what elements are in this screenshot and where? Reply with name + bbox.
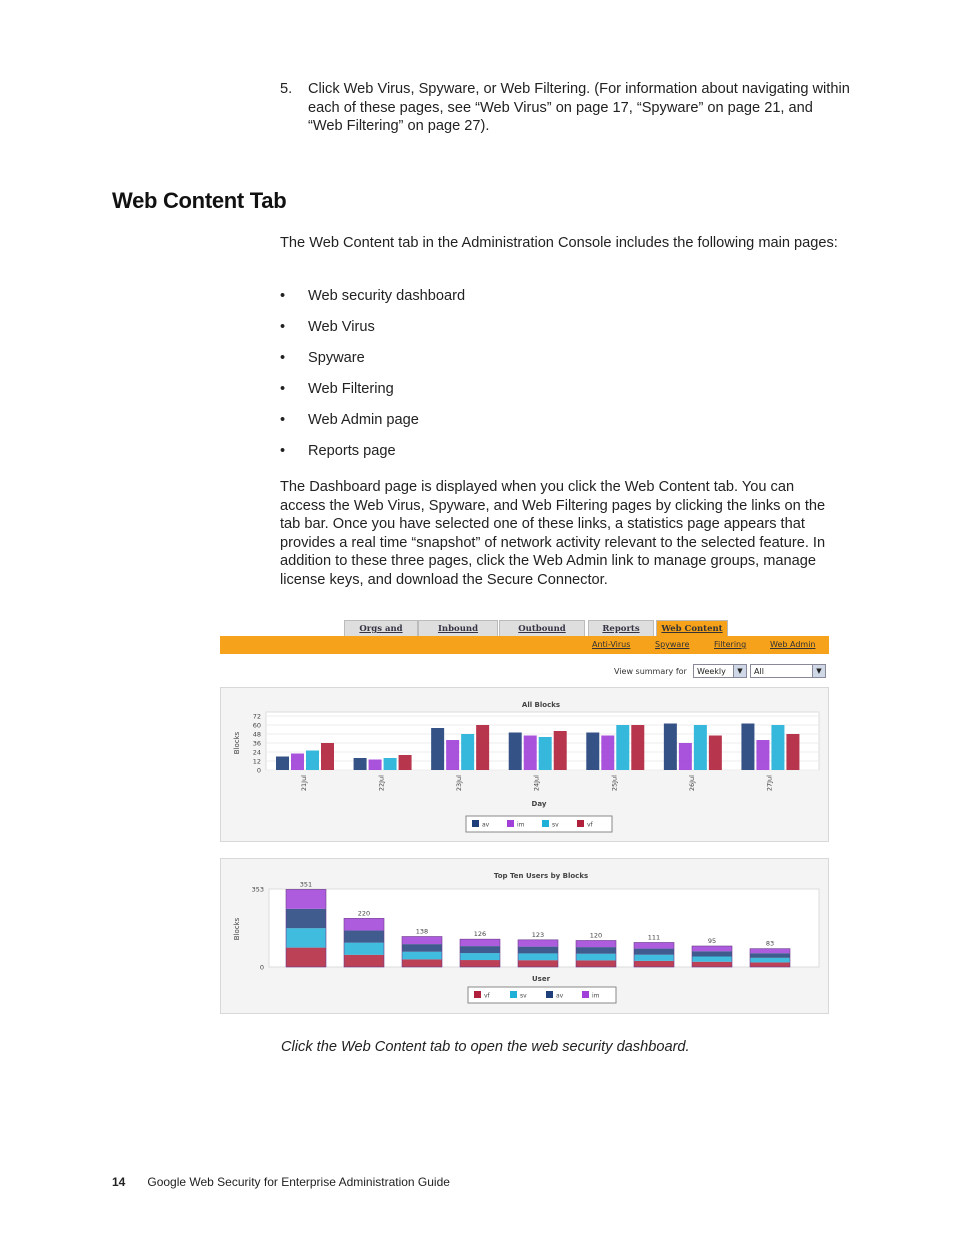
legend-swatch-av <box>546 991 553 998</box>
bar-im <box>524 736 537 771</box>
x-tick-label: 22Jul <box>377 775 386 792</box>
bar-vf <box>554 731 567 770</box>
legend-swatch-sv <box>510 991 517 998</box>
bar-im <box>446 740 459 770</box>
tab-web-content[interactable]: Web Content <box>656 620 728 637</box>
bar-segment-vf <box>344 955 384 967</box>
top-users-panel <box>220 858 829 1014</box>
x-axis-label: Day <box>531 800 547 808</box>
subnav-link-web-admin[interactable]: Web Admin <box>770 640 816 649</box>
legend-swatch-vf <box>577 820 584 827</box>
y-tick-label: 24 <box>252 748 261 757</box>
bar-sv <box>771 725 784 770</box>
bullet-text: Web Virus <box>308 319 375 335</box>
bar-im <box>756 740 769 770</box>
bar-segment-im <box>460 939 500 946</box>
bar-im <box>601 736 614 771</box>
bar-segment-av <box>286 909 326 928</box>
legend-swatch-im <box>582 991 589 998</box>
period-select[interactable] <box>693 664 747 678</box>
bar-segment-sv <box>460 953 500 960</box>
bar-segment-sv <box>518 953 558 960</box>
x-tick-label: 24Jul <box>532 775 541 792</box>
bar-vf <box>786 734 799 770</box>
page-number: 14 <box>112 1175 126 1189</box>
bullet-text: Reports page <box>308 443 396 459</box>
document-title: Google Web Security for Enterprise Administration Guide <box>147 1175 450 1189</box>
bar-vf <box>709 736 722 771</box>
bar-segment-av <box>344 931 384 943</box>
legend-label: sv <box>520 992 527 1000</box>
legend-label: vf <box>587 821 593 829</box>
page-footer <box>112 1175 450 1189</box>
bar-segment-vf <box>460 960 500 967</box>
chevron-down-icon[interactable]: ▼ <box>733 665 746 677</box>
data-label: 83 <box>765 939 775 948</box>
bullet-marker: • <box>280 381 286 397</box>
tab-outbound-servers[interactable]: Outbound <box>499 620 585 637</box>
data-label: 138 <box>415 927 429 936</box>
chevron-down-icon[interactable]: ▼ <box>812 665 825 677</box>
bar-segment-av <box>402 944 442 952</box>
bar-segment-sv <box>402 952 442 960</box>
y-tick-label: 12 <box>252 757 261 766</box>
bullet-marker: • <box>280 319 286 335</box>
tab-reports[interactable]: Reports <box>588 620 654 637</box>
intro-paragraph: The Web Content tab in the Administration Console includes the following main pages: <box>280 235 838 251</box>
bar-sv <box>306 751 319 771</box>
x-tick-label: 26Jul <box>687 775 696 792</box>
subnav-link-spyware[interactable]: Spyware <box>655 640 690 649</box>
bar-av <box>741 724 754 771</box>
x-tick-label: 25Jul <box>610 775 619 792</box>
bar-segment-sv <box>286 928 326 947</box>
x-tick-label: 21Jul <box>300 775 308 792</box>
tab-orgs-and-users[interactable]: Orgs and <box>344 620 418 637</box>
bar-segment-av <box>576 947 616 954</box>
tab-inbound-servers[interactable]: Inbound <box>418 620 498 637</box>
legend-label: im <box>517 821 525 829</box>
view-summary-label: View summary for <box>614 667 687 676</box>
bar-av <box>276 757 289 771</box>
legend <box>466 816 612 832</box>
bar-segment-av <box>692 951 732 956</box>
bar-vf <box>399 755 412 770</box>
data-label: 111 <box>647 933 661 942</box>
legend-label: av <box>482 821 490 829</box>
bar-segment-vf <box>286 948 326 967</box>
data-label: 120 <box>589 931 603 940</box>
bar-segment-vf <box>634 961 674 967</box>
data-label: 95 <box>707 937 717 946</box>
bar-segment-vf <box>692 962 732 967</box>
bar-vf <box>631 725 644 770</box>
bar-segment-sv <box>344 943 384 955</box>
y-axis-label: Blocks <box>233 731 241 755</box>
bar-av <box>354 758 367 770</box>
bar-segment-vf <box>576 960 616 967</box>
bar-segment-av <box>460 946 500 953</box>
y-axis-label: Blocks <box>233 917 241 941</box>
bar-segment-im <box>634 942 674 948</box>
bar-av <box>664 724 677 771</box>
data-label: 351 <box>299 880 313 889</box>
bar-segment-im <box>692 946 732 951</box>
x-tick-label: 23Jul <box>455 775 464 792</box>
data-label: 220 <box>357 909 371 918</box>
bar-sv <box>616 725 629 770</box>
y-tick-label: 0 <box>259 963 264 972</box>
x-axis-label: User <box>531 975 551 983</box>
bar-sv <box>539 737 552 770</box>
bar-segment-im <box>576 940 616 947</box>
bar-segment-sv <box>576 954 616 961</box>
period-select-value: Weekly <box>697 667 726 676</box>
bar-segment-sv <box>750 958 790 963</box>
data-label: 123 <box>531 930 545 939</box>
data-label: 126 <box>473 930 487 939</box>
bar-segment-im <box>402 937 442 945</box>
bar-segment-vf <box>750 962 790 967</box>
bar-im <box>291 754 304 771</box>
legend-swatch-im <box>507 820 514 827</box>
chart-title: All Blocks <box>521 701 561 709</box>
all-blocks-panel <box>220 687 829 842</box>
bar-segment-av <box>750 953 790 958</box>
subnav-link-anti-virus[interactable]: Anti-Virus <box>592 640 631 649</box>
bullet-marker: • <box>280 443 286 459</box>
bar-segment-im <box>750 949 790 954</box>
bullet-text: Web security dashboard <box>308 288 466 304</box>
bar-av <box>431 728 444 770</box>
y-tick-label: 48 <box>252 730 261 739</box>
y-tick-label: 0 <box>256 766 261 775</box>
scope-select[interactable] <box>750 664 826 678</box>
bullet-marker: • <box>280 288 286 304</box>
bar-segment-av <box>634 949 674 955</box>
legend-swatch-av <box>472 820 479 827</box>
bar-sv <box>384 758 397 770</box>
bar-segment-sv <box>692 957 732 962</box>
section-heading: Web Content Tab <box>112 188 287 213</box>
bar-im <box>369 760 382 771</box>
bar-segment-sv <box>634 955 674 961</box>
y-tick-label: 72 <box>252 712 261 721</box>
body-paragraph: The Dashboard page is displayed when you click the Web Content tab. You can access the Web Virus, Spyware, and Web Filtering pages by clicking the links on the tab bar. Once you have selected one of these links, a statistics page appears that provides a real time “snapshot” of network activity relevant to the selected feature. In addition to these three pages, click the Web Admin link to manage groups, manage license keys, and download the Secure Connector. <box>280 479 826 588</box>
legend-label: vf <box>484 992 490 1000</box>
scope-select-value: All <box>754 667 764 676</box>
subnav-link-filtering[interactable]: Filtering <box>714 640 747 649</box>
bar-vf <box>321 743 334 770</box>
step-text: Click Web Virus, Spyware, or Web Filtering. (For information about navigating within each of these pages, see “Web Virus” on page 17, “Spyware” on page 21, and “Web Filtering” on page 27). <box>308 81 850 134</box>
bar-vf <box>476 725 489 770</box>
bullet-text: Web Admin page <box>308 412 419 428</box>
top-users-chart <box>221 859 828 1013</box>
figure-caption: Click the Web Content tab to open the web security dashboard. <box>281 1039 690 1055</box>
bar-segment-vf <box>402 959 442 967</box>
bullet-text: Spyware <box>308 350 365 366</box>
bar-segment-im <box>518 940 558 947</box>
bar-segment-vf <box>518 960 558 967</box>
y-tick-label: 353 <box>251 885 264 894</box>
legend-swatch-vf <box>474 991 481 998</box>
y-tick-label: 36 <box>252 739 261 748</box>
bar-sv <box>694 725 707 770</box>
bar-segment-im <box>344 918 384 930</box>
bar-segment-im <box>286 889 326 908</box>
x-tick-label: 27Jul <box>765 775 774 792</box>
legend-label: sv <box>552 821 559 829</box>
bullet-marker: • <box>280 412 286 428</box>
legend-label: av <box>556 992 564 1000</box>
bar-av <box>586 733 599 771</box>
legend-swatch-sv <box>542 820 549 827</box>
dashboard-screenshot <box>220 620 830 1015</box>
legend <box>468 987 616 1003</box>
chart-title: Top Ten Users by Blocks <box>493 872 589 880</box>
bar-av <box>509 733 522 771</box>
legend-label: im <box>592 992 600 1000</box>
y-tick-label: 60 <box>252 721 261 730</box>
bar-segment-av <box>518 947 558 954</box>
step-5 <box>280 80 850 136</box>
bullet-text: Web Filtering <box>308 381 394 397</box>
bar-sv <box>461 734 474 770</box>
all-blocks-chart <box>221 688 828 841</box>
step-number: 5. <box>280 81 293 97</box>
bar-im <box>679 743 692 770</box>
bullet-marker: • <box>280 350 286 366</box>
